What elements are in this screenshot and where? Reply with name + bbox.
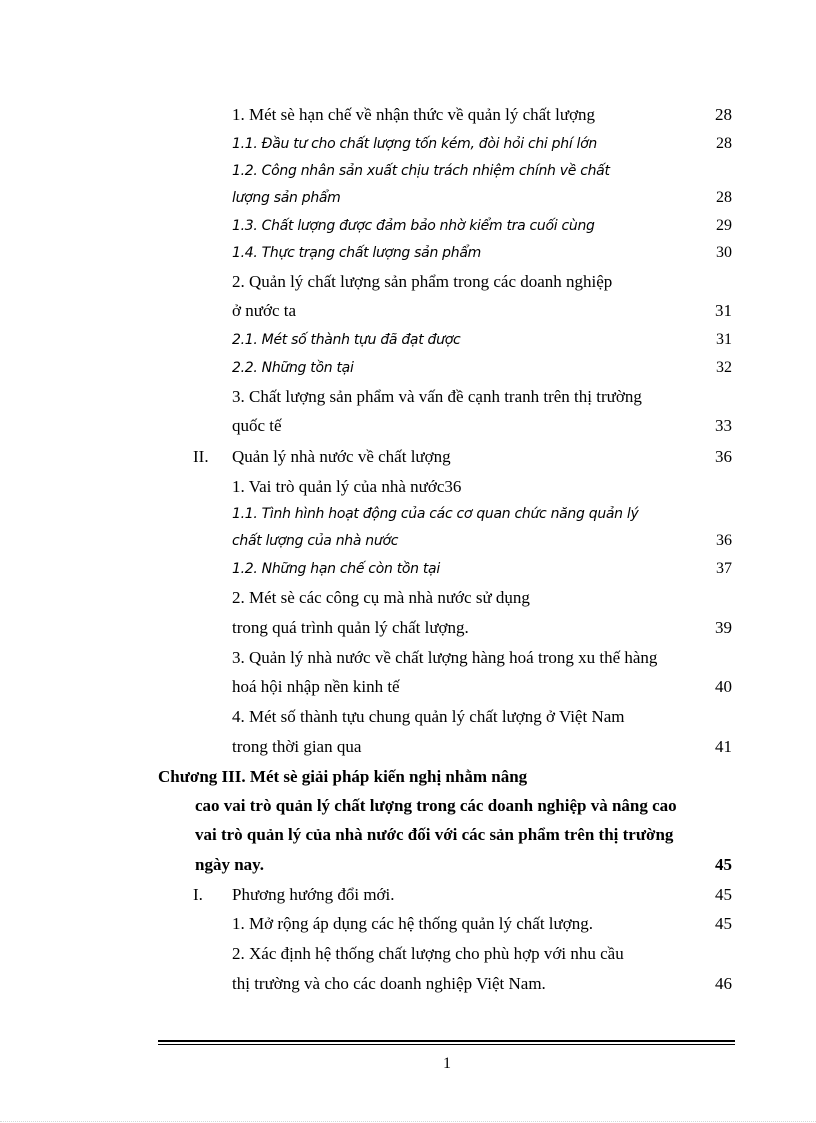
toc-section-numeral: II. <box>193 447 209 466</box>
toc-entry-page: 28 <box>716 189 732 206</box>
toc-entry <box>0 357 816 383</box>
toc-entry-page: 41 <box>715 737 732 756</box>
toc-entry-page: 36 <box>715 447 732 466</box>
page-number: 1 <box>443 1055 451 1072</box>
toc-entry-text: Quản lý nhà nước về chất lượng <box>232 447 451 466</box>
toc-entry <box>0 617 816 643</box>
toc-entry-text: thị trường và cho các doanh nghiệp Việt Nam. <box>232 974 546 993</box>
toc-entry <box>0 736 816 762</box>
toc-entry <box>0 943 816 969</box>
toc-entry-text: 4. Mét số thành tựu chung quản lý chất lượng ở Việt Nam <box>232 707 625 726</box>
toc-chapter-title: Chương III. Mét sè giải pháp kiến nghị nhằm nâng <box>158 767 528 786</box>
toc-entry-text: lượng sản phẩm <box>232 190 341 206</box>
toc-entry-text: 1.2. Công nhân sản xuất chịu trách nhiệm chính về chất <box>232 163 610 179</box>
toc-entry <box>0 386 816 412</box>
toc-entry-page: 36 <box>716 532 732 549</box>
toc-entry-page: 32 <box>716 359 732 376</box>
toc-entry-page: 31 <box>715 301 732 320</box>
toc-entry <box>0 300 816 326</box>
toc-entry <box>0 706 816 732</box>
toc-entry <box>0 133 816 159</box>
toc-entry-page: 45 <box>715 914 732 933</box>
toc-section <box>0 884 816 910</box>
toc-section-numeral: I. <box>193 885 203 904</box>
toc-entry-page: 30 <box>716 244 732 261</box>
footer-rule <box>158 1040 735 1042</box>
toc-entry-text: 2. Quản lý chất lượng sản phẩm trong các doanh nghiệp <box>232 272 613 291</box>
toc-entry-page: 45 <box>715 855 732 874</box>
toc-entry-text: chất lượng của nhà nước <box>232 533 399 549</box>
toc-entry-page: 39 <box>715 618 732 637</box>
toc-chapter-title: cao vai trò quản lý chất lượng trong các doanh nghiệp và nâng cao <box>195 796 677 815</box>
toc-entry <box>0 530 816 556</box>
toc-entry-text: 1. Mét sè hạn chế về nhận thức về quản lý chất lượng <box>232 105 596 124</box>
page-edge <box>0 1121 816 1122</box>
toc-chapter <box>0 854 816 880</box>
toc-entry <box>0 587 816 613</box>
toc-entry <box>0 558 816 584</box>
toc-entry <box>0 913 816 939</box>
toc-entry-text: 2. Mét sè các công cụ mà nhà nước sử dụng <box>232 588 530 607</box>
toc-entry <box>0 187 816 213</box>
toc-entry <box>0 503 816 529</box>
toc-section <box>0 446 816 472</box>
toc-entry-page: 46 <box>715 974 732 993</box>
toc-entry <box>0 647 816 673</box>
toc-entry <box>0 271 816 297</box>
toc-entry-text: 2.1. Mét số thành tựu đã đạt được <box>232 332 461 348</box>
toc-entry-page: 40 <box>715 677 732 696</box>
toc-chapter-title: ngày nay. <box>195 855 264 874</box>
toc-entry-page: 28 <box>716 135 732 152</box>
toc-entry <box>0 215 816 241</box>
toc-entry <box>0 973 816 999</box>
toc-entry-text: 3. Chất lượng sản phẩm và vấn đề cạnh tranh trên thị trường <box>232 387 642 406</box>
toc-entry-text: 1. Vai trò quản lý của nhà nước36 <box>232 477 462 496</box>
toc-entry-text: quốc tế <box>232 416 282 435</box>
toc-entry-text: 1.2. Những hạn chế còn tồn tại <box>232 561 440 577</box>
toc-entry <box>0 329 816 355</box>
toc-entry <box>0 476 816 502</box>
toc-entry-text: 2.2. Những tồn tại <box>232 360 354 376</box>
toc-entry-page: 37 <box>716 560 732 577</box>
toc-chapter <box>0 766 816 792</box>
toc-entry-text: 1.3. Chất lượng được đảm bảo nhờ kiểm tra cuối cùng <box>232 218 595 234</box>
toc-entry-page: 31 <box>716 331 732 348</box>
toc-entry-text: Phương hướng đổi mới. <box>232 885 395 904</box>
toc-entry-text: 1. Mở rộng áp dụng các hệ thống quản lý chất lượng. <box>232 914 593 933</box>
toc-chapter <box>0 824 816 850</box>
toc-entry-text: 2. Xác định hệ thống chất lượng cho phù hợp với nhu cầu <box>232 944 624 963</box>
toc-entry <box>0 676 816 702</box>
toc-entry-text: ở nước ta <box>232 301 297 320</box>
toc-entry-text: 1.1. Đầu tư cho chất lượng tốn kém, đòi hỏi chi phí lớn <box>232 136 597 152</box>
toc-entry-page: 28 <box>715 105 732 124</box>
toc-entry-text: hoá hội nhập nền kinh tế <box>232 677 400 696</box>
toc-entry-text: trong quá trình quản lý chất lượng. <box>232 618 469 637</box>
toc-entry-text: 3. Quản lý nhà nước về chất lượng hàng hoá trong xu thế hàng <box>232 648 658 667</box>
toc-entry-page: 29 <box>716 217 732 234</box>
toc-entry <box>0 415 816 441</box>
toc-entry-page: 45 <box>715 885 732 904</box>
toc-chapter <box>0 795 816 821</box>
toc-entry <box>0 160 816 186</box>
toc-entry <box>0 242 816 268</box>
toc-entry-text: 1.4. Thực trạng chất lượng sản phẩm <box>232 245 481 261</box>
toc-entry <box>0 104 816 130</box>
toc-entry-page: 33 <box>715 416 732 435</box>
toc-chapter-title: vai trò quản lý của nhà nước đối với các sản phẩm trên thị trường <box>195 825 674 844</box>
footer-rule <box>158 1044 735 1045</box>
toc-entry-text: trong thời gian qua <box>232 737 362 756</box>
toc-entry-text: 1.1. Tình hình hoạt động của các cơ quan chức năng quản lý <box>232 506 639 522</box>
